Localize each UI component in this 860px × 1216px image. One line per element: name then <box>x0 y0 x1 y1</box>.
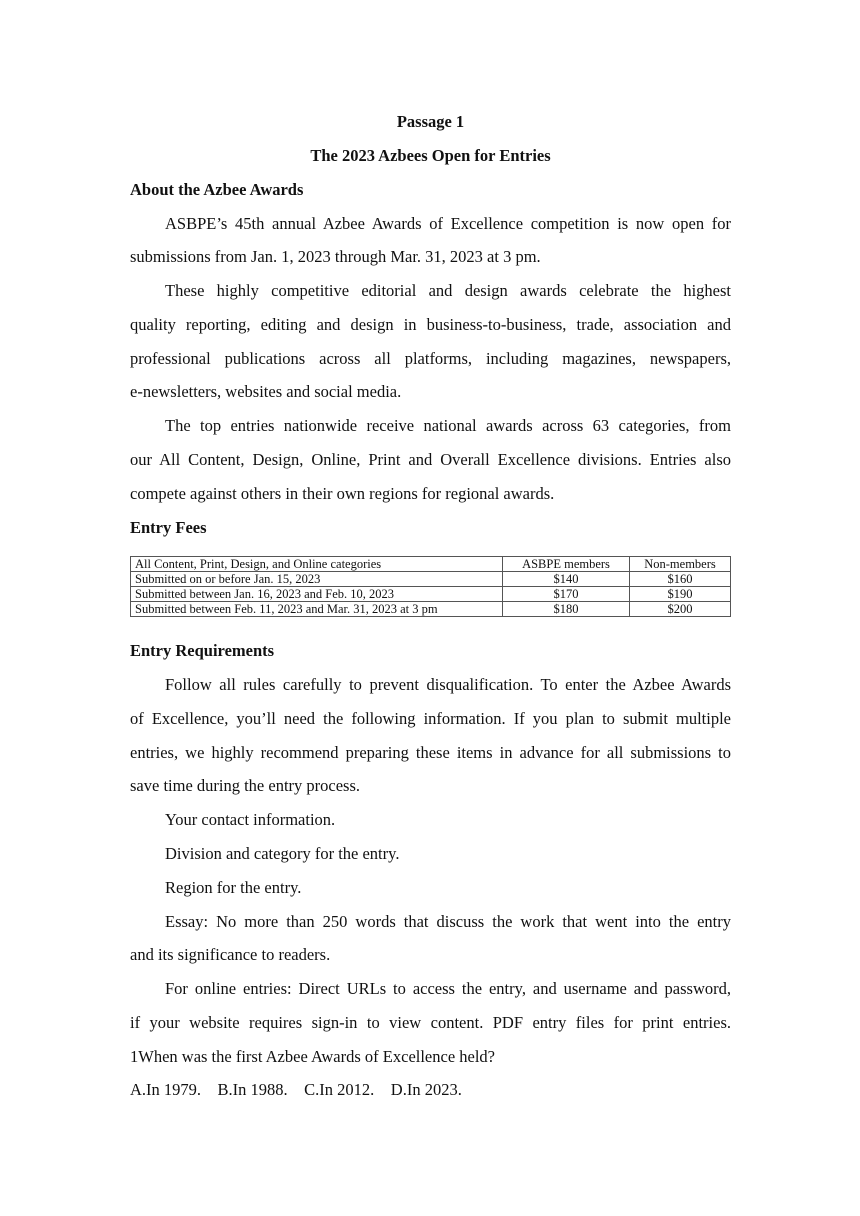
about-p1-line1: ASBPE’s 45th annual Azbee Awards of Excellence competition is now open for <box>165 214 731 233</box>
requirements-p1-line3: entries, we highly recommend preparing these items in advance for all submissions to <box>130 743 731 762</box>
table-cell-member-fee: $180 <box>503 602 630 617</box>
passage-title: The 2023 Azbees Open for Entries <box>310 146 551 165</box>
table-cell-member-fee: $170 <box>503 587 630 602</box>
table-cell-member-fee: $140 <box>503 572 630 587</box>
about-p2-line2: quality reporting, editing and design in business-to-business, trade, association and <box>130 315 731 334</box>
table-row <box>131 572 731 587</box>
about-p1-line2: submissions from Jan. 1, 2023 through Mar. 31, 2023 at 3 pm. <box>130 247 541 266</box>
requirement-online-line2: if your website requires sign-in to view content. PDF entry files for print entries. <box>130 1013 731 1032</box>
requirement-essay-line1: Essay: No more than 250 words that discuss the work that went into the entry <box>165 912 731 931</box>
requirement-essay-line2: and its significance to readers. <box>130 945 331 964</box>
requirement-division: Division and category for the entry. <box>165 844 400 863</box>
table-cell-period: Submitted on or before Jan. 15, 2023 <box>131 572 503 587</box>
about-heading: About the Azbee Awards <box>130 180 304 199</box>
entry-fees-table <box>130 556 731 617</box>
requirements-p1-line1: Follow all rules carefully to prevent disqualification. To enter the Azbee Awards <box>165 675 731 694</box>
passage-label: Passage 1 <box>396 112 465 131</box>
table-cell-nonmember-fee: $160 <box>630 572 731 587</box>
requirement-online-line1: For online entries: Direct URLs to access the entry, and username and password, <box>165 979 731 998</box>
table-row <box>131 587 731 602</box>
table-header-members: ASBPE members <box>503 557 630 572</box>
about-p2-line4: e-newsletters, websites and social media. <box>130 382 402 401</box>
requirements-p1-line4: save time during the entry process. <box>130 776 361 795</box>
table-header-category: All Content, Print, Design, and Online categories <box>131 557 503 572</box>
table-header-nonmembers: Non-members <box>630 557 731 572</box>
about-p3-line3: compete against others in their own regions for regional awards. <box>130 484 555 503</box>
fees-heading: Entry Fees <box>130 518 207 537</box>
table-header-row <box>131 557 731 572</box>
requirements-heading: Entry Requirements <box>130 641 275 660</box>
requirements-p1-line2: of Excellence, you’ll need the following information. If you plan to submit multiple <box>130 709 731 728</box>
about-p3-line2: our All Content, Design, Online, Print and Overall Excellence divisions. Entries also <box>130 450 731 469</box>
requirement-contact: Your contact information. <box>165 810 336 829</box>
table-cell-nonmember-fee: $190 <box>630 587 731 602</box>
requirement-region: Region for the entry. <box>165 878 302 897</box>
table-cell-nonmember-fee: $200 <box>630 602 731 617</box>
about-p2-line1: These highly competitive editorial and design awards celebrate the highest <box>165 281 731 300</box>
about-p2-line3: professional publications across all platforms, including magazines, newspapers, <box>130 349 731 368</box>
table-row <box>131 602 731 617</box>
table-cell-period: Submitted between Jan. 16, 2023 and Feb. 10, 2023 <box>131 587 503 602</box>
about-p3-line1: The top entries nationwide receive national awards across 63 categories, from <box>165 416 731 435</box>
question-options: A.In 1979. B.In 1988. C.In 2012. D.In 2023. <box>130 1080 462 1099</box>
question-stem: 1When was the first Azbee Awards of Excellence held? <box>130 1047 496 1066</box>
table-cell-period: Submitted between Feb. 11, 2023 and Mar. 31, 2023 at 3 pm <box>131 602 503 617</box>
